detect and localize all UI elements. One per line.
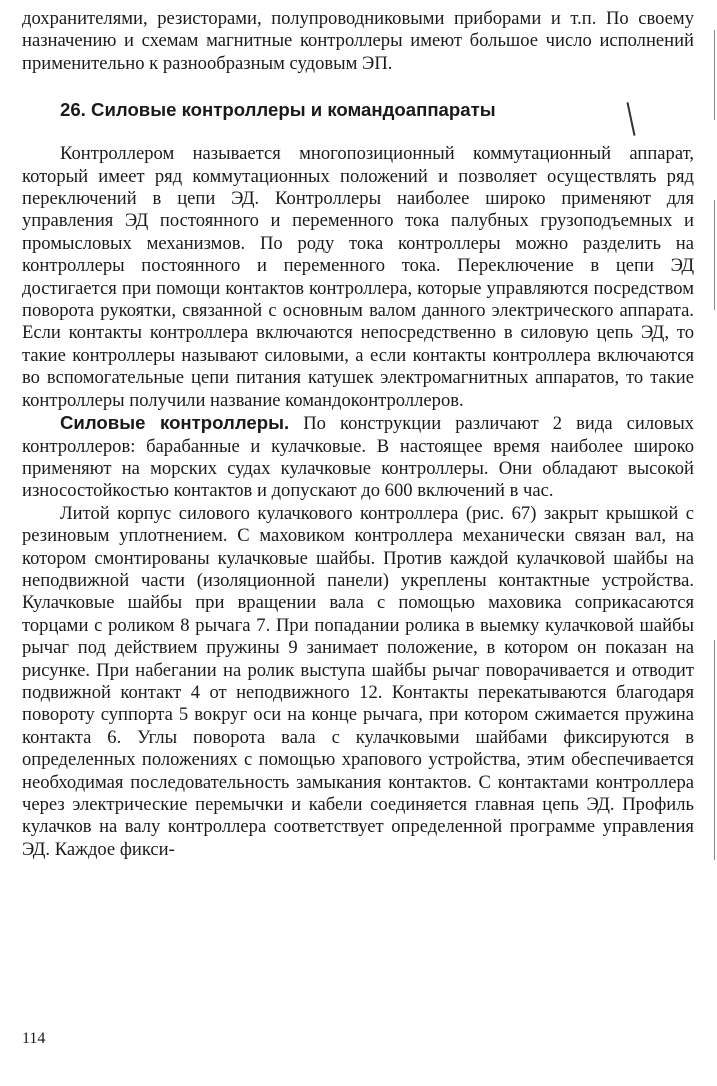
intro-paragraph: дохранителями, резисторами, полупроводниковыми приборами и т.п. По своему назначению и схемам магнитные контроллеры имеют большое число исполнений применительно к разнообразным судовым ЭП. [22, 8, 694, 74]
cam-controller-paragraph: Литой корпус силового кулачкового контроллера (рис. 67) закрыт крышкой с резиновым уплотнением. С маховиком контроллера механически связан вал, на котором смонтированы кулачковые шайбы. Против каждой кулачковой шайбы на неподвижной части (изоляционной панели) укреплены контактные устройства. Кулачковые шайбы при вращении вала с помощью маховика соприкасаются торцами с роликом 8 рычага 7. При попадании ролика в выемку кулачковой шайбы рычаг под действием пружины 9 занимает положение, в котором он показан на рисунке. При набегании на ролик выступа шайбы рычаг поворачивается и отводит подвижной контакт 4 от неподвижного 12. Контакты перекатываются благодаря повороту суппорта 5 вокруг оси на конце рычага, при котором сжимается пружина контакта 6. Углы поворота вала с кулачковыми шайбами фиксируются в определенных положениях с помощью храпового устройства, этим обеспечивается необходимая последовательность замыкания контактов. С контактами контроллера через электрические перемычки и кабели соединяется главная цепь ЭД. Профиль кулачков на валу контроллера соответствует определенной программе управления ЭД. Каждое фикси- [22, 502, 694, 860]
scan-edge-line [714, 30, 715, 120]
definition-paragraph: Контроллером называется многопозиционный коммутационный аппарат, который имеет ряд коммутационных положений и позволяет осуществлять ряд переключений в цепи ЭД. Контроллеры наиболее широко применяют для управления ЭД постоянного и переменного тока палубных грузоподъемных и промысловых механизмов. По роду тока контроллеры можно разделить на контроллеры постоянного и переменного тока. Переключение в цепи ЭД достигается при помощи контактов контроллера, которые управляются посредством поворота рукоятки, связанной с основным валом данного электрического аппарата. Если контакты контроллера включаются непосредственно в силовую цепь ЭД, то такие контроллеры называют силовыми, а если контакты контроллера включаются во вспомогательные цепи питания катушек электромагнитных аппаратов, то такие контроллеры получили название командоконтроллеров. [22, 143, 694, 411]
power-controllers-paragraph [22, 412, 694, 503]
scan-edge-line [714, 200, 715, 310]
section-heading: 26. Силовые контроллеры и командоаппараты [60, 99, 496, 121]
book-page [22, 8, 694, 1078]
run-in-heading: Силовые контроллеры. [60, 412, 290, 434]
power-controllers-text: По конструкции различают 2 вида силовых контроллеров: барабанные и кулачковые. В настоящее время наиболее широко применяют на морских судах кулачковые контроллеры. Они обладают высокой износостойкостью контактов и допускают до 600 включений в час. [22, 413, 694, 502]
page-number: 114 [22, 1030, 46, 1047]
scan-edge-line [714, 640, 715, 860]
